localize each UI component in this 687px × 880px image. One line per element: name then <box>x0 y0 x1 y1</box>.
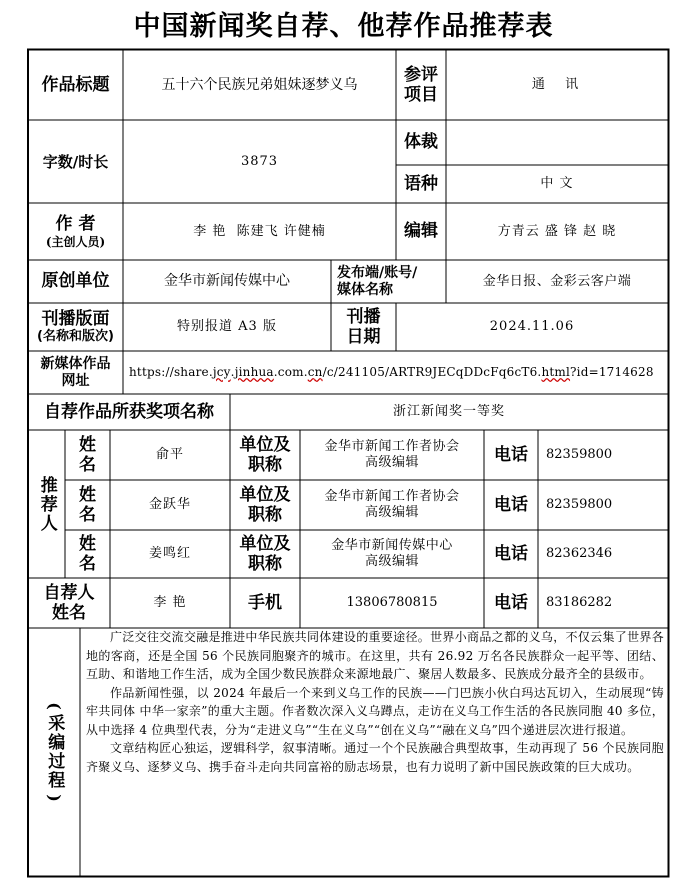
process-paragraph-3: 文章结构匠心独运，逻辑科学，叙事清晰。通过一个个民族融合典型故事，生动再现了 56 个民族同胞齐聚义乌、逐梦义乌、携手奋斗走向共同富裕的励志场景，也有力说明了新中国民族政策的巨大成功。 <box>86 741 664 774</box>
recommender-1-phone: 82359800 <box>546 447 613 463</box>
page-label-line2: (名称和版次) <box>37 329 114 345</box>
recommender-2-unit-line1: 金华市新闻工作者协会 <box>324 489 460 505</box>
form-title: 中国新闻奖自荐、他荐作品推荐表 <box>133 11 554 42</box>
process-text <box>86 628 664 776</box>
url-part-jcy: jcy <box>212 365 231 380</box>
process-paragraph-2: 作品新闻性强，以 2024 年最后一个来到义乌工作的民族——门巴族小伙白玛达瓦切入，生动展现“铸牢共同体 中华一家亲”的重大主题。作者数次深入义乌蹲点，走访在义乌工作生活的各民族同胞 40 多位，从中选择 4 位典型代表，分为“走进义乌”“生在义乌”“创在义乌”“融在义乌”四个递进层次进行报道。 <box>86 685 664 737</box>
category-label-line1: 参评 <box>404 64 438 85</box>
word-count-value: 3873 <box>240 153 279 169</box>
recommender-1-unit-line2: 高级编辑 <box>364 455 419 470</box>
url-part-jinhua: jinhua <box>234 365 274 380</box>
process-paren-close: ) <box>44 794 64 802</box>
word-count-label: 字数/时长 <box>42 152 109 171</box>
recommender-2-phone: 82359800 <box>546 497 613 513</box>
url-label <box>28 351 123 394</box>
url-part-prefix: https://share. <box>129 365 213 380</box>
work-title-value: 五十六个民族兄弟姐妹逐梦义乌 <box>161 76 358 93</box>
recommender-2-unit <box>300 480 484 530</box>
editor-label: 编辑 <box>404 221 438 242</box>
author-label-main: 作 者 <box>55 214 96 235</box>
url-label-line2: 网址 <box>61 372 90 389</box>
recommender-1-name-label: 姓名 <box>79 434 96 475</box>
recommender-3-phone: 82362346 <box>546 546 613 562</box>
publisher-value: 金华日报、金彩云客户端 <box>482 273 632 289</box>
page-label <box>28 303 123 351</box>
page-label-line1: 刊播版面 <box>41 309 110 329</box>
url-part-html: html <box>541 365 571 380</box>
publisher-label-line1: 发布端/账号/ <box>337 264 418 281</box>
work-title-label: 作品标题 <box>41 74 110 95</box>
url-part-query: ?id=1714628 <box>570 365 654 380</box>
recommender-3-unit <box>300 530 484 578</box>
recommender-2-name: 金跃华 <box>148 497 191 513</box>
self-recommender-mobile: 13806780815 <box>346 595 438 611</box>
author-label <box>28 203 123 260</box>
process-paragraph-1: 广泛交往交流交融是推进中华民族共同体建设的重要途径。世界小商品之都的义乌，不仅云集了世界各地的客商，还是全国 56 个民族同胞聚齐的城市。在这里，共有 26.92 万名各民族群众一起平等、团结、互助、和谐地工作生活，成为全国少数民族群众来源地最广、聚居人数最多、民族成分最齐全的县级市。 <box>86 630 664 681</box>
recommender-3-phone-label: 电话 <box>494 543 528 564</box>
date-value: 2024.11.06 <box>489 319 575 335</box>
date-label-line1: 刊播 <box>346 306 381 327</box>
language-label: 语种 <box>404 173 438 194</box>
category-label-line2: 项目 <box>404 85 438 105</box>
url-part-cn: cn <box>307 365 323 380</box>
url-label-line1: 新媒体作品 <box>40 355 111 372</box>
self-phone-label: 电话 <box>494 592 528 613</box>
recommender-1-name: 俞平 <box>155 447 184 463</box>
date-label-line2: 日期 <box>346 327 381 347</box>
category-value: 通 讯 <box>531 77 583 93</box>
recommender-1-unit-label: 单位及职称 <box>239 434 291 475</box>
mobile-label: 手机 <box>248 592 282 613</box>
genre-value <box>446 120 668 165</box>
recommender-1-unit <box>300 430 484 480</box>
editors-value: 方青云 盛 锋 赵 晓 <box>497 223 617 239</box>
genre-label: 体裁 <box>404 132 438 153</box>
author-label-sub: (主创人员) <box>45 234 106 249</box>
publisher-label-line2: 媒体名称 <box>337 281 393 298</box>
category-label <box>396 50 446 120</box>
recommender-1-phone-label: 电话 <box>494 444 528 465</box>
recommender-3-unit-line2: 高级编辑 <box>364 554 419 569</box>
award-label: 自荐作品所获奖项名称 <box>44 401 214 422</box>
process-paren-open: ( <box>44 702 64 710</box>
self-recommender-phone: 83186282 <box>546 595 613 611</box>
recommender-2-phone-label: 电话 <box>494 494 528 515</box>
url-part-path: /c/241105/ARTR9JECqDDcFq6cT6. <box>322 365 542 380</box>
url-part-com: .com. <box>273 365 308 380</box>
recommender-3-name-label: 姓名 <box>79 533 96 574</box>
original-unit-value: 金华市新闻传媒中心 <box>164 273 290 290</box>
authors-value: 李 艳 陈建飞 许健楠 <box>193 223 326 239</box>
process-label <box>28 628 80 876</box>
publisher-label <box>331 260 446 303</box>
recommender-2-unit-line2: 高级编辑 <box>364 505 419 520</box>
page-value: 特别报道 A3 版 <box>177 319 277 335</box>
recommender-2-unit-label: 单位及职称 <box>239 484 291 525</box>
url-part-dot: . <box>230 365 235 380</box>
recommender-3-unit-label: 单位及职称 <box>239 533 291 574</box>
work-url-link[interactable] <box>123 351 668 394</box>
original-unit-label: 原创单位 <box>41 271 110 292</box>
recommender-2-name-label: 姓名 <box>79 484 96 525</box>
recommender-3-name: 姜鸣红 <box>148 546 191 562</box>
recommender-label: 推荐人 <box>36 475 57 533</box>
award-value: 浙江新闻奖一等奖 <box>392 404 505 420</box>
self-recommender-label: 自荐人姓名 <box>43 582 95 623</box>
recommender-1-unit-line1: 金华市新闻工作者协会 <box>324 439 460 455</box>
process-label-text: 采编过程 <box>44 714 65 790</box>
self-recommender-name: 李 艳 <box>153 595 187 611</box>
language-value: 中 文 <box>540 176 574 192</box>
recommender-3-unit-line1: 金华市新闻传媒中心 <box>331 538 453 554</box>
date-label <box>331 303 396 351</box>
